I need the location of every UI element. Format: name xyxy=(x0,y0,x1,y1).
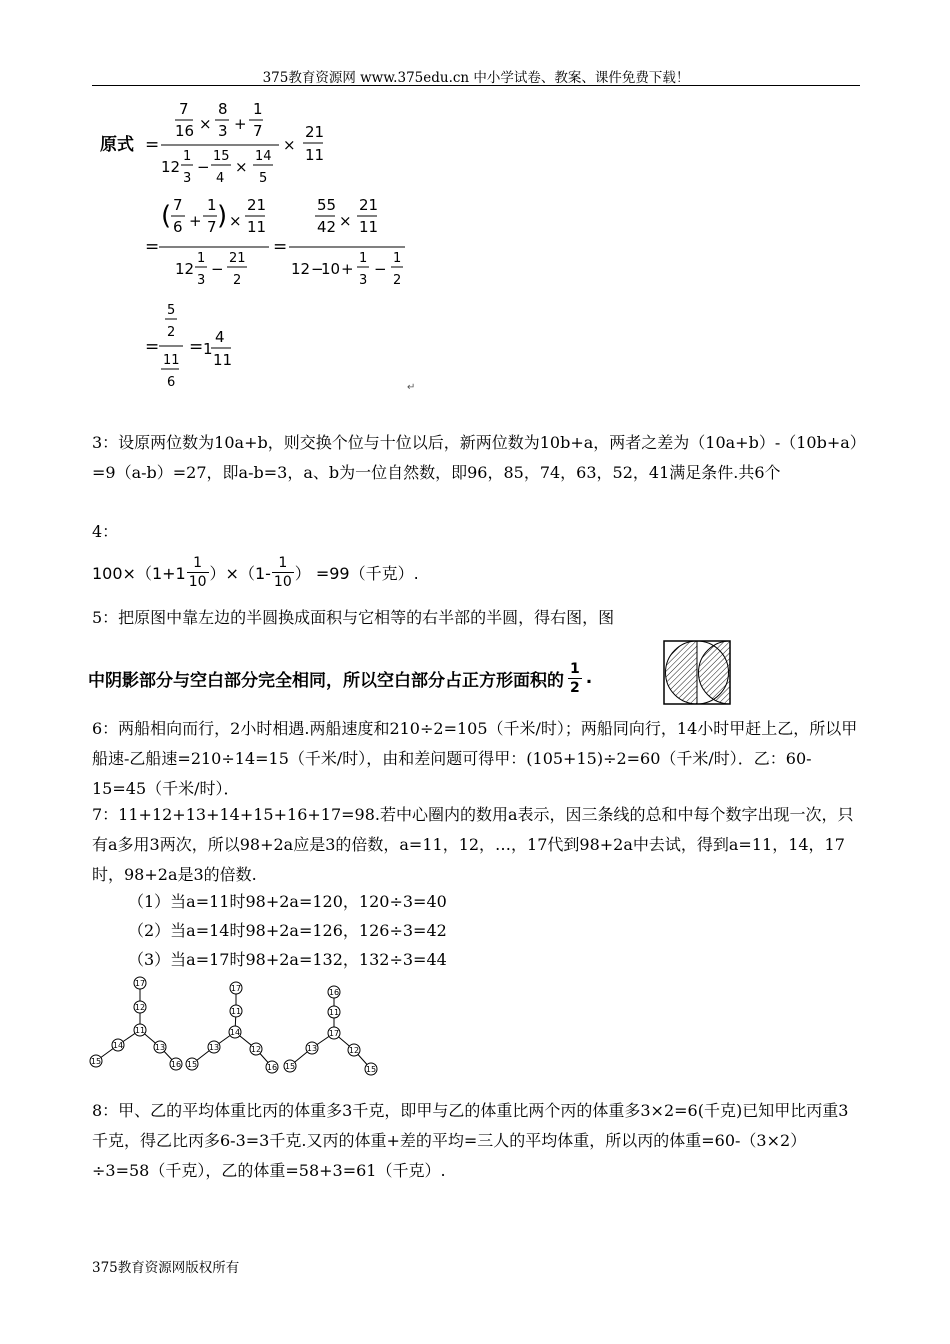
m-num: 2 xyxy=(167,325,176,340)
m-num: 5 xyxy=(167,303,176,318)
p4-part-c: ） =99（千克）. xyxy=(294,563,419,583)
m-num: 6 xyxy=(173,218,183,236)
m-num: 2 xyxy=(233,273,242,288)
math-eq: = xyxy=(189,337,204,357)
m-op: × xyxy=(229,212,242,230)
tree-node-label: 14 xyxy=(112,1041,124,1050)
tree-node-label: 16 xyxy=(170,1060,182,1069)
math-eq: = xyxy=(273,237,288,257)
m-num: 1 xyxy=(359,251,368,266)
m-num: 21 xyxy=(359,196,379,214)
m-num: 10 xyxy=(321,260,341,278)
para-3: 3：设原两位数为10a+b，则交换个位与十位以后，新两位数为10b+a，两者之差为（10a+b）-（10b+a）=9（a-b）=27，即a-b=3，a、b为一位自然数，即96，85，74，63，52，41满足条件.共6个 xyxy=(92,433,858,482)
m-num: 14 xyxy=(255,149,272,164)
m-num: 11 xyxy=(305,146,325,164)
tree-2 xyxy=(186,982,278,1073)
m-num: 1 xyxy=(197,251,206,266)
m-op: + xyxy=(189,212,202,230)
m-num: 7 xyxy=(173,196,183,214)
math-derivation xyxy=(95,92,435,392)
m-num: 7 xyxy=(253,122,263,140)
m-num: 1 xyxy=(253,100,263,118)
m-op: − xyxy=(197,158,210,176)
m-op: × xyxy=(339,212,352,230)
m-op: − xyxy=(211,260,224,278)
m-op: × xyxy=(283,136,296,154)
p4-part-a: 100×（1+1 xyxy=(92,563,186,583)
page-footer: 375教育资源网版权所有 xyxy=(92,1260,240,1276)
math-eq: = xyxy=(145,237,160,257)
m-num: 4 xyxy=(215,328,225,346)
tree-node-label: 11 xyxy=(134,1026,146,1035)
tree-node-label: 17 xyxy=(328,1029,340,1038)
m-num: 1 xyxy=(207,196,217,214)
para-4-label: 4： xyxy=(92,522,119,541)
tree-node-label: 17 xyxy=(134,979,146,988)
m-num: 11 xyxy=(247,218,267,236)
tree-node-label: 11 xyxy=(328,1008,340,1017)
tree-node-label: 16 xyxy=(328,988,340,997)
tree-node-label: 13 xyxy=(306,1044,318,1053)
m-op: + xyxy=(341,260,354,278)
para-6: 6：两船相向而行，2小时相遇.两船速度和210÷2=105（千米/时）；两船同向行，14小时甲赶上乙，所以甲船速-乙船速=210÷14=15（千米/时），由和差问题可得甲：(105+15)÷2=60（千米/时）．乙：60-15=45（千米/时）． xyxy=(92,719,858,798)
m-num: 4 xyxy=(216,171,225,186)
m-num: 12 xyxy=(161,158,181,176)
tree-diagrams xyxy=(84,975,384,1087)
m-num: 1 xyxy=(203,340,213,358)
math-eq: = xyxy=(145,337,160,357)
m-num: 6 xyxy=(167,375,176,390)
math-eq: = xyxy=(145,135,160,155)
case-1: （1）当a=11时98+2a=120，120÷3=40 xyxy=(128,892,447,911)
p5-frac: $\frac{1}{2}$ xyxy=(570,660,580,696)
m-num: 8 xyxy=(218,100,228,118)
para-4-formula xyxy=(92,550,419,594)
p5-text: 中阴影部分与空白部分完全相同，所以空白部分占正方形面积的 xyxy=(88,670,564,691)
p4-frac-2: $\frac{1}{10}$ xyxy=(273,554,292,590)
tree-node-label: 13 xyxy=(208,1043,220,1052)
tree-node-label: 12 xyxy=(250,1045,262,1054)
m-num: 42 xyxy=(317,218,337,236)
m-num: 3 xyxy=(197,273,206,288)
para-8: 8：甲、乙的平均体重比丙的体重多3千克，即甲与乙的体重比两个丙的体重多3×2=6(千克)已知甲比丙重3千克，得乙比丙多6-3=3千克.又丙的体重+差的平均=三人的平均体重，所以丙的体重=60-（3×2）÷3=58（千克），乙的体重=58+3=61（千克）. xyxy=(92,1101,849,1180)
p4-part-b: ）×（1- xyxy=(209,563,271,583)
page-header: 375教育资源网 www.375edu.cn 中小学试卷、教案、课件免费下载！ xyxy=(262,70,690,86)
m-num: 7 xyxy=(179,100,189,118)
tree-node-label: 14 xyxy=(229,1028,241,1037)
tree-node-label: 15 xyxy=(90,1057,102,1066)
m-num: 12 xyxy=(291,260,311,278)
m-num: 21 xyxy=(247,196,267,214)
tree-node-label: 15 xyxy=(186,1060,198,1069)
tree-node-label: 11 xyxy=(230,1007,242,1016)
para-5-conclusion xyxy=(88,658,592,698)
m-num: 16 xyxy=(175,122,195,140)
m-op: − xyxy=(374,260,387,278)
m-num: 21 xyxy=(229,251,246,266)
m-num: 5 xyxy=(259,171,268,186)
m-paren: ( xyxy=(161,201,172,231)
semicircle-figure xyxy=(663,640,733,706)
m-op: − xyxy=(311,260,324,278)
tree-node-label: 16 xyxy=(266,1063,278,1072)
m-num: 21 xyxy=(305,123,325,141)
m-num: 11 xyxy=(163,353,180,368)
tree-node-label: 15 xyxy=(365,1065,377,1074)
return-mark: ↵ xyxy=(407,382,416,392)
header-rule xyxy=(92,85,860,86)
m-num: 1 xyxy=(183,149,192,164)
m-num: 3 xyxy=(218,122,228,140)
para-5: 5：把原图中靠左边的半圆换成面积与它相等的右半部的半圆，得右图，图 xyxy=(92,608,615,627)
m-paren: ) xyxy=(217,201,228,231)
math-label: 原式 xyxy=(100,135,134,155)
m-num: 1 xyxy=(393,251,402,266)
tree-node-label: 13 xyxy=(154,1043,166,1052)
case-3: （3）当a=17时98+2a=132，132÷3=44 xyxy=(128,950,447,969)
m-num: 11 xyxy=(213,351,233,369)
m-num: 2 xyxy=(393,273,402,288)
m-num: 55 xyxy=(317,196,337,214)
tree-node-label: 12 xyxy=(348,1046,360,1055)
p4-frac-1: $\frac{1}{10}$ xyxy=(188,554,207,590)
m-op: × xyxy=(235,158,248,176)
tree-3 xyxy=(284,986,377,1075)
case-2: （2）当a=14时98+2a=126，126÷3=42 xyxy=(128,921,447,940)
m-num: 15 xyxy=(213,149,230,164)
m-op: × xyxy=(199,115,212,133)
para-7: 7：11+12+13+14+15+16+17=98.若中心圈内的数用a表示，因三条线的总和中每个数字出现一次，只有a多用3两次，所以98+2a应是3的倍数，a=11，12，…，17代到98+2a中去试，得到a=11，14，17时，98+2a是3的倍数. xyxy=(92,805,854,884)
m-op: + xyxy=(234,115,247,133)
m-num: 12 xyxy=(175,260,195,278)
m-num: 11 xyxy=(359,218,379,236)
m-num: 3 xyxy=(359,273,368,288)
tree-node-label: 17 xyxy=(230,984,242,993)
p5-end: . xyxy=(585,668,593,688)
tree-1 xyxy=(90,977,182,1070)
m-num: 3 xyxy=(183,171,192,186)
m-num: 7 xyxy=(207,218,217,236)
tree-node-label: 12 xyxy=(134,1003,146,1012)
tree-node-label: 15 xyxy=(284,1062,296,1071)
